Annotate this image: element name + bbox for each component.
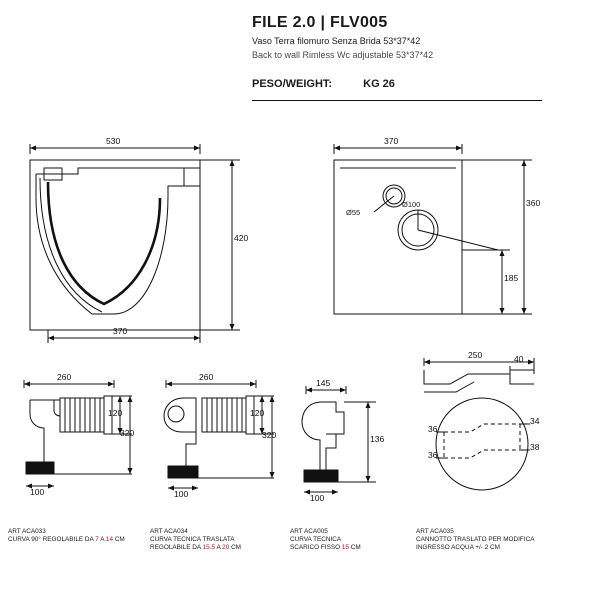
aca005-desc2: SCARICO FISSO 15 CM bbox=[290, 544, 361, 551]
aca034-val1: 15.5 bbox=[202, 544, 216, 551]
aca033-code: ART ACA033 bbox=[8, 528, 46, 535]
aca005-val1: 15 bbox=[341, 544, 349, 551]
aca035-dim-right-bottom: 38 bbox=[530, 442, 540, 452]
aca005-desc1: CURVA TECNICA bbox=[290, 536, 342, 543]
subtitle-english: Back to wall Rimless Wc adjustable 53*37*42 bbox=[252, 50, 434, 60]
part-drawing-aca033 bbox=[10, 370, 140, 500]
part-drawing-aca034 bbox=[152, 370, 282, 500]
page-title: FILE 2.0 | FLV005 bbox=[252, 14, 388, 31]
aca035-dim-top: 250 bbox=[468, 350, 483, 360]
side-view-drawing bbox=[18, 138, 248, 338]
aca005-code: ART ACA005 bbox=[290, 528, 328, 535]
aca035-desc2: INGRESSO ACQUA +/- 2 CM bbox=[416, 544, 500, 551]
aca005-dim-top: 145 bbox=[316, 378, 331, 388]
aca033-dim-bottom: 100 bbox=[30, 487, 45, 497]
aca035-dim-left-bottom: 36 bbox=[428, 450, 438, 460]
aca033-dim-right-large: 320 bbox=[120, 428, 135, 438]
aca033-dim-right-small: 120 bbox=[108, 408, 123, 418]
aca034-dim-bottom: 100 bbox=[174, 489, 189, 499]
subtitle-italian: Vaso Terra filomuro Senza Brida 53*37*42 bbox=[252, 36, 421, 46]
part-caption-aca005 bbox=[290, 528, 410, 552]
aca033-desc: CURVA 90° REGOLABILE DA 7 A 14 CM bbox=[8, 536, 125, 543]
weight-row bbox=[252, 78, 395, 90]
aca034-dim-right-small: 120 bbox=[250, 408, 265, 418]
header-divider bbox=[252, 100, 542, 101]
front-lower-dim: 185 bbox=[504, 273, 519, 283]
part-drawing-aca035 bbox=[410, 340, 590, 500]
side-height-dim: 420 bbox=[234, 233, 249, 243]
aca034-code: ART ACA034 bbox=[150, 528, 188, 535]
aca033-dim-top: 260 bbox=[57, 372, 72, 382]
part-drawing-aca005 bbox=[292, 370, 402, 503]
side-width-dim: 530 bbox=[106, 136, 121, 146]
aca035-code: ART ACA035 bbox=[416, 528, 454, 535]
part-caption-aca034 bbox=[150, 528, 290, 552]
aca034-desc2: REGOLABILE DA 15.5 A 20 CM bbox=[150, 544, 242, 551]
aca005-dim-bottom: 100 bbox=[310, 493, 325, 503]
front-height-dim: 360 bbox=[526, 198, 541, 208]
weight-value: KG 26 bbox=[363, 78, 395, 90]
aca033-val2: 14 bbox=[105, 536, 114, 543]
aca035-dim-right-top: 34 bbox=[530, 416, 540, 426]
aca034-dim-right-large: 320 bbox=[262, 430, 277, 440]
weight-label: PESO/WEIGHT: bbox=[252, 78, 333, 90]
aca035-dim-left-top: 36 bbox=[428, 424, 438, 434]
aca034-val2: 20 bbox=[222, 544, 230, 551]
aca034-desc1: CURVA TECNICA TRASLATA bbox=[150, 536, 235, 543]
part-caption-aca035 bbox=[416, 528, 591, 552]
side-depth-dim: 370 bbox=[113, 326, 128, 336]
part-caption-aca033 bbox=[8, 528, 143, 544]
aca033-val1: 7 bbox=[95, 536, 99, 543]
aca035-dim-inner-top: 40 bbox=[514, 354, 524, 364]
hole-large-label: Ø100 bbox=[402, 200, 421, 209]
aca034-dim-top: 260 bbox=[199, 372, 214, 382]
hole-small-label: Ø55 bbox=[346, 208, 361, 217]
front-view-drawing bbox=[322, 138, 572, 338]
aca005-dim-right: 136 bbox=[370, 434, 385, 444]
aca035-desc1: CANNOTTO TRASLATO PER MODIFICA bbox=[416, 536, 535, 543]
front-width-dim: 370 bbox=[384, 136, 399, 146]
